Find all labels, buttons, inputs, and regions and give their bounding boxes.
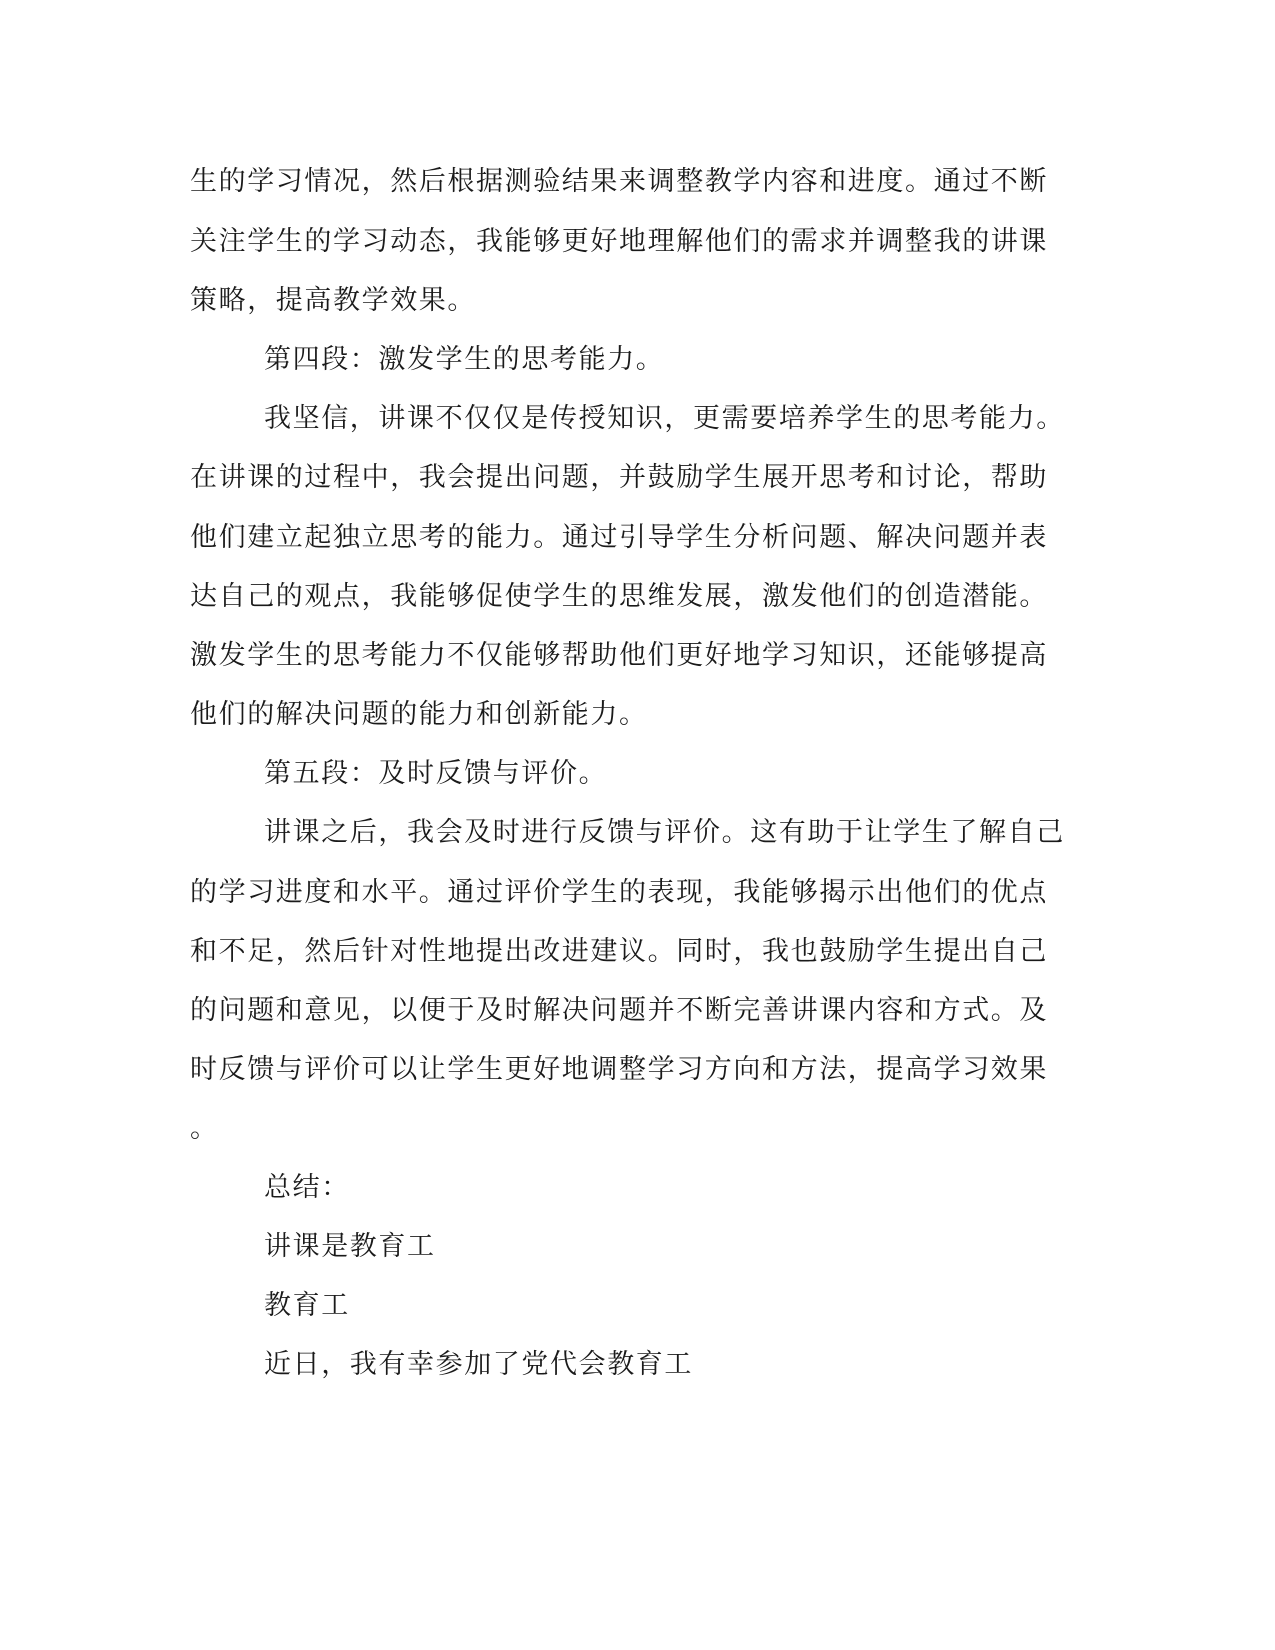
body-line: 达自己的观点，我能够促使学生的思维发展，激发他们的创造潜能。 — [190, 581, 1048, 612]
body-line: 生的学习情况，然后根据测验结果来调整教学内容和进度。通过不断 — [190, 166, 1048, 197]
body-line: 和不足，然后针对性地提出改进建议。同时，我也鼓励学生提出自己 — [190, 936, 1048, 967]
body-line: 教育工 — [264, 1290, 350, 1321]
body-line: 我坚信，讲课不仅仅是传授知识，更需要培养学生的思考能力。 — [264, 403, 1065, 434]
summary-heading: 总结： — [264, 1172, 350, 1203]
body-line: 近日，我有幸参加了党代会教育工 — [264, 1349, 693, 1380]
body-line: 关注学生的学习动态，我能够更好地理解他们的需求并调整我的讲课 — [190, 226, 1048, 257]
body-line: 。 — [190, 1113, 219, 1144]
body-line: 激发学生的思考能力不仅能够帮助他们更好地学习知识，还能够提高 — [190, 640, 1048, 671]
body-line: 讲课之后，我会及时进行反馈与评价。这有助于让学生了解自己 — [264, 817, 1065, 848]
body-line: 他们的解决问题的能力和创新能力。 — [190, 699, 648, 730]
body-line: 的学习进度和水平。通过评价学生的表现，我能够揭示出他们的优点 — [190, 877, 1048, 908]
section-heading-4: 第四段：激发学生的思考能力。 — [264, 344, 665, 375]
section-heading-5: 第五段：及时反馈与评价。 — [264, 758, 608, 789]
body-line: 的问题和意见，以便于及时解决问题并不断完善讲课内容和方式。及 — [190, 995, 1048, 1026]
body-line: 时反馈与评价可以让学生更好地调整学习方向和方法，提高学习效果 — [190, 1054, 1048, 1085]
body-line: 讲课是教育工 — [264, 1231, 436, 1262]
body-line: 在讲课的过程中，我会提出问题，并鼓励学生展开思考和讨论，帮助 — [190, 462, 1048, 493]
body-line: 策略，提高教学效果。 — [190, 285, 476, 316]
body-line: 他们建立起独立思考的能力。通过引导学生分析问题、解决问题并表 — [190, 522, 1048, 553]
